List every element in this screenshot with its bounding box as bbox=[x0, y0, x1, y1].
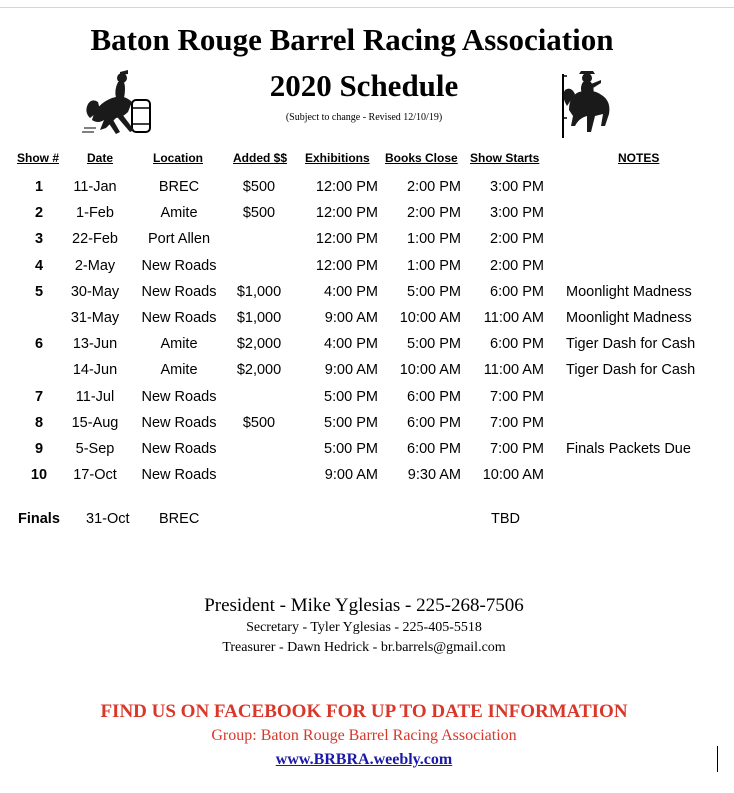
website-link[interactable]: www.BRBRA.weebly.com bbox=[275, 751, 453, 768]
cell-date: 2-May bbox=[74, 257, 116, 274]
finals-date: 31-Oct bbox=[86, 511, 130, 527]
cell-location: BREC bbox=[158, 179, 200, 195]
cell-added: $2,000 bbox=[236, 362, 282, 379]
cell-location: Port Allen bbox=[147, 231, 211, 248]
cell-show: 9 bbox=[34, 441, 44, 457]
cell-show: 3 bbox=[34, 231, 44, 248]
cell-books-close: 9:30 AM bbox=[407, 467, 461, 484]
text-cursor bbox=[717, 746, 718, 772]
cell-exhibitions: 12:00 PM bbox=[315, 179, 378, 195]
page-title: Baton Rouge Barrel Racing Association bbox=[90, 22, 614, 57]
cell-date: 11-Jan bbox=[73, 179, 117, 195]
col-header-date: Date bbox=[87, 151, 114, 165]
cell-date: 13-Jun bbox=[72, 336, 118, 353]
cell-location: New Roads bbox=[141, 388, 217, 405]
barrel-racer-icon bbox=[82, 68, 154, 136]
cell-date: 11-Jul bbox=[75, 388, 115, 405]
cell-show-starts: 10:00 AM bbox=[482, 467, 544, 484]
cell-date: 31-May bbox=[70, 310, 120, 326]
cell-show: 8 bbox=[34, 414, 44, 431]
facebook-group: Group: Baton Rouge Barrel Racing Association bbox=[211, 727, 517, 744]
cell-books-close: 1:00 PM bbox=[407, 257, 461, 274]
cell-show-starts: 7:00 PM bbox=[490, 388, 544, 405]
treasurer-info: Treasurer - Dawn Hedrick - br.barrels@gmail.com bbox=[222, 640, 506, 655]
cell-show: 1 bbox=[34, 179, 44, 195]
cell-date: 5-Sep bbox=[75, 441, 115, 457]
cell-exhibitions: 12:00 PM bbox=[315, 231, 378, 248]
cell-books-close: 5:00 PM bbox=[407, 336, 461, 353]
cell-location: New Roads bbox=[141, 310, 217, 326]
cell-show-starts: 3:00 PM bbox=[490, 179, 544, 195]
cell-location: Amite bbox=[160, 336, 198, 353]
cell-exhibitions: 5:00 PM bbox=[324, 441, 378, 457]
cell-show-starts: 3:00 PM bbox=[490, 205, 544, 222]
cell-date: 22-Feb bbox=[72, 231, 118, 248]
cowboy-rider-icon bbox=[555, 66, 617, 138]
cell-location: New Roads bbox=[141, 257, 217, 274]
cell-books-close: 1:00 PM bbox=[407, 231, 461, 248]
president-info: President - Mike Yglesias - 225-268-7506 bbox=[204, 595, 524, 616]
col-header-notes: NOTES bbox=[618, 151, 660, 165]
cell-show-starts: 7:00 PM bbox=[490, 441, 544, 457]
cell-show: 5 bbox=[34, 283, 44, 300]
col-header-added: Added $$ bbox=[233, 151, 288, 165]
cell-books-close: 2:00 PM bbox=[407, 179, 461, 195]
cell-exhibitions: 9:00 AM bbox=[324, 362, 378, 379]
cell-exhibitions: 4:00 PM bbox=[324, 283, 378, 300]
cell-show: 2 bbox=[34, 205, 44, 222]
cell-exhibitions: 4:00 PM bbox=[324, 336, 378, 353]
cell-books-close: 5:00 PM bbox=[407, 283, 461, 300]
cell-date: 30-May bbox=[70, 283, 120, 300]
secretary-info: Secretary - Tyler Yglesias - 225-405-5518 bbox=[246, 620, 482, 635]
cell-added: $500 bbox=[242, 205, 276, 222]
cell-location: New Roads bbox=[141, 467, 217, 484]
cell-books-close: 6:00 PM bbox=[407, 388, 461, 405]
cell-location: New Roads bbox=[141, 414, 217, 431]
cell-location: New Roads bbox=[141, 441, 217, 457]
top-divider bbox=[0, 7, 734, 8]
cell-added: $1,000 bbox=[236, 283, 282, 300]
cell-books-close: 10:00 AM bbox=[399, 362, 461, 379]
cell-show-starts: 2:00 PM bbox=[490, 257, 544, 274]
schedule-subtitle: 2020 Schedule bbox=[269, 68, 459, 103]
cell-show: 10 bbox=[30, 467, 48, 484]
cell-show-starts: 7:00 PM bbox=[490, 414, 544, 431]
facebook-notice: FIND US ON FACEBOOK FOR UP TO DATE INFORMATION bbox=[100, 701, 628, 722]
cell-exhibitions: 9:00 AM bbox=[324, 467, 378, 484]
cell-added: $500 bbox=[242, 414, 276, 431]
cell-added: $500 bbox=[242, 179, 276, 195]
revision-note: (Subject to change - Revised 12/10/19) bbox=[285, 112, 443, 123]
cell-date: 1-Feb bbox=[76, 205, 114, 222]
cell-location: Amite bbox=[160, 362, 198, 379]
col-header-show: Show # bbox=[17, 151, 60, 165]
cell-notes: Moonlight Madness bbox=[566, 283, 692, 300]
col-header-show-starts: Show Starts bbox=[470, 151, 540, 165]
cell-added: $1,000 bbox=[236, 310, 282, 326]
cell-books-close: 6:00 PM bbox=[407, 441, 461, 457]
cell-show: 7 bbox=[34, 388, 44, 405]
cell-books-close: 6:00 PM bbox=[407, 414, 461, 431]
cell-date: 15-Aug bbox=[71, 414, 119, 431]
col-header-location: Location bbox=[153, 151, 203, 165]
cell-show-starts: 6:00 PM bbox=[490, 283, 544, 300]
finals-label: Finals bbox=[18, 511, 60, 527]
cell-date: 14-Jun bbox=[72, 362, 118, 379]
cell-exhibitions: 12:00 PM bbox=[315, 205, 378, 222]
cell-location: New Roads bbox=[141, 283, 217, 300]
cell-exhibitions: 5:00 PM bbox=[324, 388, 378, 405]
col-header-exhibitions: Exhibitions bbox=[305, 151, 370, 165]
col-header-books-close: Books Close bbox=[385, 151, 458, 165]
cell-show-starts: 2:00 PM bbox=[490, 231, 544, 248]
cell-books-close: 2:00 PM bbox=[407, 205, 461, 222]
cell-show-starts: 11:00 AM bbox=[483, 310, 544, 326]
cell-notes: Moonlight Madness bbox=[566, 310, 692, 326]
cell-exhibitions: 12:00 PM bbox=[315, 257, 378, 274]
cell-notes: Tiger Dash for Cash bbox=[566, 336, 696, 353]
finals-location: BREC bbox=[159, 511, 200, 527]
cell-notes: Finals Packets Due bbox=[566, 441, 691, 457]
cell-books-close: 10:00 AM bbox=[399, 310, 461, 326]
cell-show: 6 bbox=[34, 336, 44, 353]
cell-show-starts: 6:00 PM bbox=[490, 336, 544, 353]
cell-exhibitions: 9:00 AM bbox=[324, 310, 378, 326]
cell-location: Amite bbox=[160, 205, 198, 222]
cell-show-starts: 11:00 AM bbox=[483, 362, 544, 379]
cell-notes: Tiger Dash for Cash bbox=[566, 362, 696, 379]
cell-added: $2,000 bbox=[236, 336, 282, 353]
cell-date: 17-Oct bbox=[73, 467, 117, 484]
cell-show: 4 bbox=[34, 257, 44, 274]
cell-exhibitions: 5:00 PM bbox=[324, 414, 378, 431]
finals-show-starts: TBD bbox=[491, 511, 520, 527]
